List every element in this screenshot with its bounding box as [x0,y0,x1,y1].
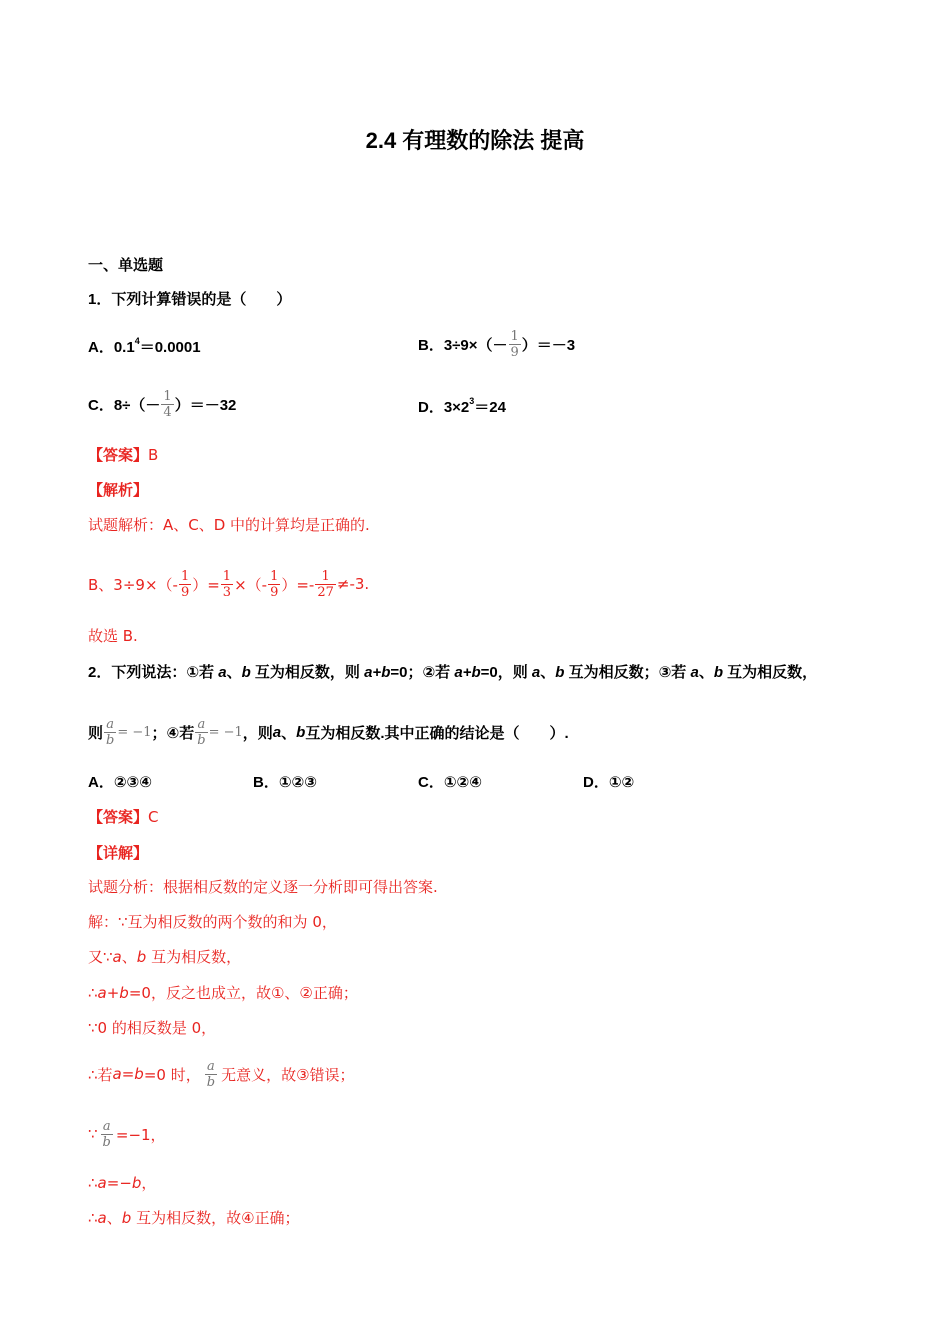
fraction-a-over-b-3: $\frac{a}{b}$ [206,1058,216,1090]
q2-detail-line-1: 试题分析：根据相反数的定义逐一分析即可得出答案. [88,878,438,896]
q1-option-b: B．3÷9×（－ $\frac{1}{9}$ ）＝－3 [418,328,576,360]
q2-detail-line-3: 又∵a、b 互为相反数， [88,948,242,966]
q2-option-b: B．①②③ [253,774,317,791]
q1-stem: 1．下列计算错误的是（ ） [88,291,292,308]
q2-detail-line-9: ∴a、b 互为相反数，故④正确； [88,1209,300,1227]
q2-detail-line-7: ∵ $\frac{a}{b}$ =−1， [88,1118,166,1150]
q1-option-a: A．$0.1^4=0.0001$ [88,336,201,356]
q2-stem-line-2: 则 $\frac{a}{b}$ = −1 ；④若 $\frac{a}{b}$ = −1 ，则 a 、 b 互为相反数.其中正确的结论是（ ）. [88,716,569,748]
section-heading: 一、单选题 [88,257,164,274]
fraction-one-27th-red: $\frac{1}{27}$ [317,568,334,600]
fraction-one-ninth: $\frac{1}{9}$ [510,328,519,360]
q2-detail-line-4: ∴a+b=0，反之也成立，故①、②正确； [88,984,358,1002]
q2-detail-line-8: ∴a=−b， [88,1174,157,1192]
q2-option-c: C．①②④ [418,774,482,791]
q2-detail-line-2: 解：∵互为相反数的两个数的和为 0， [88,913,337,931]
q1-option-c: C．8÷（－ $\frac{1}{4}$ ）＝－32 [88,388,237,420]
q2-stem-line-1: 2．下列说法：①若 a、b 互为相反数，则 a+b=0；②若 a+b=0，则 a、b 互为相反数；③若 a、b 互为相反数， [88,664,818,681]
fraction-a-over-b-2: $\frac{a}{b}$ [197,716,206,748]
q2-detail-line-5: ∵0 的相反数是 0， [88,1019,217,1037]
page-title: 2.4 有理数的除法 提高 [365,128,585,153]
q2-option-d: D．①② [583,774,635,791]
q2-option-a: A．②③④ [88,774,152,791]
q1-analysis-line-1: 试题解析：A、C、D 中的计算均是正确的. [88,516,370,534]
fraction-one-ninth-red-2: $\frac{1}{9}$ [270,568,279,600]
q2-answer: 【答案】C [88,808,159,826]
fraction-a-over-b: $\frac{a}{b}$ [106,716,115,748]
q1-option-d: D．$3\times 2^3=24$ [418,396,506,416]
fraction-a-over-b-4: $\frac{a}{b}$ [102,1118,111,1150]
q1-analysis-line-3: 故选 B. [88,627,138,645]
q1-answer: 【答案】B [88,446,159,464]
q1-analysis-line-2: B、3÷9×（- $\frac{1}{9}$ ）= $\frac{1}{3}$ ×（- $\frac{1}{9}$ ）=- $\frac{1}{27}$ ≠-3. [88,568,370,600]
fraction-one-quarter: $\frac{1}{4}$ [163,388,172,420]
q1-analysis-label: 【解析】 [88,482,149,499]
q2-detail-label: 【详解】 [88,845,149,862]
q2-detail-line-6: ∴若 a=b =0 时， $\frac{a}{b}$ 无意义，故③错误； [88,1058,355,1090]
fraction-one-ninth-red: $\frac{1}{9}$ [180,568,190,600]
fraction-one-third-red: $\frac{1}{3}$ [222,568,232,600]
